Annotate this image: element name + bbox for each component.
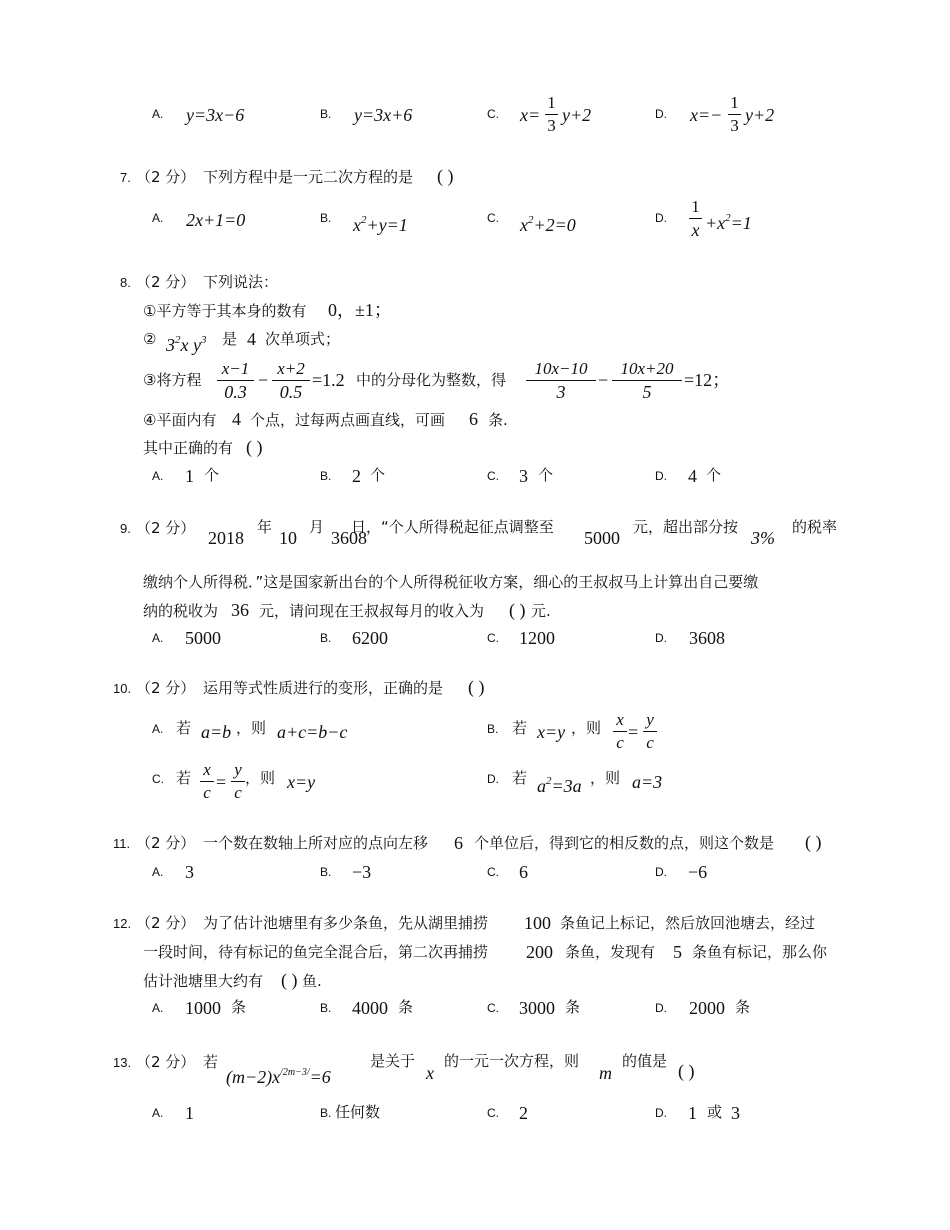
q10-option-b-fraction-2: y c — [643, 710, 657, 753]
q8-score: （2 分） — [136, 273, 196, 291]
q10-option-c-if: 若 — [176, 769, 192, 787]
q6-option-c-post: y+2 — [562, 105, 592, 125]
q12-option-c: 3000 — [519, 998, 555, 1018]
q10-option-c-label: C. — [152, 772, 164, 786]
q11-option-a-label: A. — [152, 865, 164, 879]
q8-statement-4-post: 条. — [488, 411, 508, 429]
q8-option-b-value: 2 — [352, 466, 361, 486]
q12-option-d-label: D. — [655, 1001, 667, 1015]
q13-option-d-label: D. — [655, 1106, 667, 1120]
q7-option-d-label: D. — [655, 211, 667, 225]
q12-option-b-label: B. — [320, 1001, 332, 1015]
q10-option-d-result: a=3 — [632, 772, 663, 792]
q9-option-b: 6200 — [352, 628, 388, 648]
q13-text-3: 的值是 — [622, 1052, 668, 1070]
q8-option-c-unit: 个 — [538, 466, 554, 484]
q7-stem: 下列方程中是一元二次方程的是 — [203, 168, 414, 186]
q10-option-a-if: 若 — [176, 719, 192, 737]
q13-option-d-value-1: 1 — [688, 1103, 697, 1123]
q8-option-b-unit: 个 — [370, 466, 386, 484]
q10-option-d-premise: $a^2=3a$ — [537, 775, 582, 796]
q11-option-d: −6 — [688, 862, 708, 882]
q7-option-d-rest: $+x^2=1$ — [705, 212, 752, 233]
q9-month: 10 — [279, 528, 297, 548]
q10-option-b-label: B. — [487, 722, 499, 736]
q8-statement-3-fraction-2: x+2 0.5 — [272, 359, 310, 402]
q11-option-b: −3 — [352, 862, 372, 882]
q12-option-b: 4000 — [352, 998, 388, 1018]
q11-option-c-label: C. — [487, 865, 499, 879]
q9-line-3-post: 元. — [531, 602, 551, 620]
q8-ask: 其中正确的有 — [143, 439, 234, 457]
q6-option-d-post: y+2 — [745, 105, 775, 125]
q11-option-c: 6 — [519, 862, 528, 882]
q6-option-c-pre: x= — [520, 105, 541, 125]
q12-option-c-unit: 条 — [565, 998, 581, 1016]
q10-option-c-then: ，则 — [245, 769, 276, 787]
q9-paren: ( ) — [509, 600, 526, 620]
q12-option-c-label: C. — [487, 1001, 499, 1015]
q11-number: 11. — [113, 836, 131, 851]
q12-value-2: 200 — [526, 942, 553, 962]
q6-option-b: y=3x+6 — [354, 105, 413, 125]
q9-option-b-label: B. — [320, 631, 332, 645]
q11-option-b-label: B. — [320, 865, 332, 879]
q12-paren: ( ) — [281, 970, 298, 990]
q12-option-a-unit: 条 — [231, 998, 247, 1016]
q13-option-a-label: A. — [152, 1106, 164, 1120]
q8-paren: ( ) — [246, 437, 263, 457]
q11-text-2: 个单位后，得到它的相反数的点，则这个数是 — [474, 834, 775, 852]
q10-option-a-then: ，则 — [236, 719, 267, 737]
q12-text-2: 条鱼记上标记，然后放回池塘去，经过 — [560, 914, 816, 932]
q11-text-1: 一个数在数轴上所对应的点向左移 — [203, 834, 429, 852]
q12-line-2-post: 条鱼有标记，那么你 — [692, 943, 828, 961]
q10-option-d-if: 若 — [512, 769, 528, 787]
q8-statement-3-pre: ③将方程 — [143, 371, 202, 389]
q8-option-b-label: B. — [320, 469, 332, 483]
q13-variable-x: x — [426, 1063, 434, 1083]
q7-number: 7. — [120, 170, 131, 185]
q10-stem: 运用等式性质进行的变形，正确的是 — [203, 679, 444, 697]
q8-statement-1-value: 0，±1； — [328, 300, 392, 320]
q7-option-b: $x^2+y=1$ — [353, 214, 408, 235]
q13-if: 若 — [203, 1053, 219, 1071]
q6-option-a-label: A. — [152, 107, 164, 121]
q8-statement-2-rest: 次单项式； — [265, 330, 341, 348]
q9-tax-value: 36 — [231, 600, 249, 620]
q9-option-c-label: C. — [487, 631, 499, 645]
q11-option-d-label: D. — [655, 865, 667, 879]
q13-text-1: 是关于 — [370, 1052, 416, 1070]
q8-statement-2-value: 4 — [247, 329, 256, 349]
q10-option-b-equals: = — [628, 722, 639, 742]
q12-option-a-label: A. — [152, 1001, 164, 1015]
q13-option-c: 2 — [519, 1103, 528, 1123]
q9-score: （2 分） — [136, 519, 196, 537]
q10-option-a-premise: a=b — [201, 722, 232, 742]
q6-option-c-fraction: 1 3 — [545, 93, 558, 136]
q7-option-a-label: A. — [152, 211, 164, 225]
q9-month-char: 月 — [309, 518, 325, 536]
q8-option-a-label: A. — [152, 469, 164, 483]
q9-year: 2018 — [208, 528, 244, 548]
q6-option-d-label: D. — [655, 107, 667, 121]
q11-option-a: 3 — [185, 862, 194, 882]
q8-option-d-unit: 个 — [706, 466, 722, 484]
q8-option-a-unit: 个 — [204, 466, 220, 484]
q9-text-1: 日，“个人所得税起征点调整至 — [351, 518, 554, 536]
q13-option-c-label: C. — [487, 1106, 499, 1120]
q8-statement-2-expr: $3^2x$ $y^3$ — [166, 334, 207, 355]
q10-option-b-then: ，则 — [571, 719, 602, 737]
q10-option-a-result: a+c=b−c — [277, 722, 348, 742]
q8-statement-3-minus: − — [258, 370, 269, 390]
q9-percent: 3% — [751, 528, 775, 548]
q8-option-d-label: D. — [655, 469, 667, 483]
q8-statement-3-fraction-3: 10x−10 3 — [526, 359, 596, 402]
q10-option-b-premise: x=y — [537, 722, 566, 742]
q6-option-d-fraction: 1 3 — [728, 93, 741, 136]
q12-option-d: 2000 — [689, 998, 725, 1018]
q10-option-a-label: A. — [152, 722, 164, 736]
q9-line-3-mid: 元，请问现在王叔叔每月的收入为 — [259, 602, 485, 620]
q12-number: 12. — [113, 916, 132, 931]
q9-line-3-pre: 纳的税收为 — [143, 602, 219, 620]
q12-line-3-post: 鱼. — [302, 972, 322, 990]
q9-line-2: 缴纳个人所得税．”这是国家新出台的个人所得税征收方案，细心的王叔叔马上计算出自己要缴 — [143, 573, 759, 591]
q9-option-a-label: A. — [152, 631, 164, 645]
q13-number: 13. — [113, 1055, 132, 1070]
q7-option-b-label: B. — [320, 211, 332, 225]
q8-statement-4-pre: ④平面内有 — [143, 411, 217, 429]
q10-paren: ( ) — [468, 677, 485, 697]
q13-score: （2 分） — [136, 1053, 196, 1071]
q10-number: 10. — [113, 681, 132, 696]
q10-score: （2 分） — [136, 679, 196, 697]
q12-option-b-unit: 条 — [398, 998, 414, 1016]
q8-statement-3-fraction-4: 10x+20 5 — [612, 359, 682, 402]
q9-number: 9. — [120, 521, 131, 536]
q8-statement-2-is: 是 — [222, 330, 238, 348]
q8-statement-4-mid: 个点，过每两点画直线，可画 — [250, 411, 446, 429]
q13-option-a: 1 — [185, 1103, 194, 1123]
q10-option-c-equals: = — [216, 772, 227, 792]
q10-option-d-then: ，则 — [590, 769, 621, 787]
q6-option-b-label: B. — [320, 107, 332, 121]
q8-statement-1: ①平方等于其本身的数有 — [143, 302, 307, 320]
q9-year-char: 年 — [257, 518, 273, 536]
q8-stem: 下列说法： — [203, 273, 279, 291]
q7-option-c: $x^2+2=0$ — [520, 214, 576, 235]
q12-score: （2 分） — [136, 914, 196, 932]
q12-line-3-pre: 估计池塘里大约有 — [143, 972, 264, 990]
q11-score: （2 分） — [136, 834, 196, 852]
q9-option-d-label: D. — [655, 631, 667, 645]
q10-option-d-label: D. — [487, 772, 499, 786]
q9-option-a: 5000 — [185, 628, 221, 648]
q13-option-d-or: 或 — [707, 1103, 723, 1121]
q8-option-d-value: 4 — [688, 466, 697, 486]
q12-line-2-mid: 条鱼，发现有 — [565, 943, 656, 961]
q9-day: 3608 — [331, 528, 367, 548]
q10-option-b-if: 若 — [512, 719, 528, 737]
q8-statement-4-value-2: 6 — [469, 409, 478, 429]
q8-statement-3-equals: =1.2 — [312, 370, 345, 390]
q8-statement-3-mid: 中的分母化为整数，得 — [356, 371, 507, 389]
q8-statement-3-fraction-1: x−1 0.3 — [217, 359, 254, 402]
q12-value-1: 100 — [524, 913, 551, 933]
q12-option-a: 1000 — [185, 998, 221, 1018]
q8-statement-3-equals-2: =12； — [684, 370, 731, 390]
q8-option-c-label: C. — [487, 469, 499, 483]
q6-option-a: y=3x−6 — [186, 105, 245, 125]
q8-statement-2-mark: ② — [143, 330, 157, 348]
q8-number: 8. — [120, 275, 131, 290]
q12-value-3: 5 — [673, 942, 682, 962]
q10-option-c-result: x=y — [287, 772, 316, 792]
q12-text-1: 为了估计池塘里有多少条鱼，先从湖里捕捞 — [203, 914, 489, 932]
q9-text-2: 元，超出部分按 — [633, 518, 739, 536]
q6-option-d-pre: x=− — [690, 105, 723, 125]
q13-option-d-value-2: 3 — [731, 1103, 740, 1123]
q10-option-c-fraction-1: x c — [200, 760, 214, 803]
q13-option-b-label: B. — [320, 1106, 332, 1120]
q9-amount: 5000 — [584, 528, 620, 548]
q12-line-2-pre: 一段时间，待有标记的鱼完全混合后，第二次再捕捞 — [143, 943, 489, 961]
q13-text-2: 的一元一次方程，则 — [444, 1052, 580, 1070]
q9-option-d: 3608 — [689, 628, 725, 648]
q6-option-c-label: C. — [487, 107, 499, 121]
q8-option-c-value: 3 — [519, 466, 528, 486]
q9-text-3: 的税率 — [792, 518, 838, 536]
q8-statement-4-value-1: 4 — [232, 409, 241, 429]
q8-option-a-value: 1 — [185, 466, 194, 486]
q8-statement-3-minus-2: − — [598, 370, 609, 390]
q12-option-d-unit: 条 — [735, 998, 751, 1016]
q7-option-a: 2x+1=0 — [186, 210, 246, 230]
q7-option-c-label: C. — [487, 211, 499, 225]
q11-paren: ( ) — [805, 832, 822, 852]
q10-option-c-fraction-2: y c — [231, 760, 245, 803]
q13-paren: ( ) — [678, 1061, 695, 1081]
q13-option-b: 任何数 — [335, 1103, 381, 1121]
q13-variable-m: m — [599, 1063, 612, 1083]
q7-score: （2 分） — [136, 168, 196, 186]
q9-option-c: 1200 — [519, 628, 555, 648]
q7-paren: ( ) — [437, 166, 454, 186]
q13-equation: $(m-2)x^{/2m-3/}=6$ — [226, 1067, 331, 1087]
q7-option-d-fraction: 1 x — [689, 197, 702, 240]
q10-option-b-fraction-1: x c — [613, 710, 627, 753]
q11-value: 6 — [454, 833, 463, 853]
